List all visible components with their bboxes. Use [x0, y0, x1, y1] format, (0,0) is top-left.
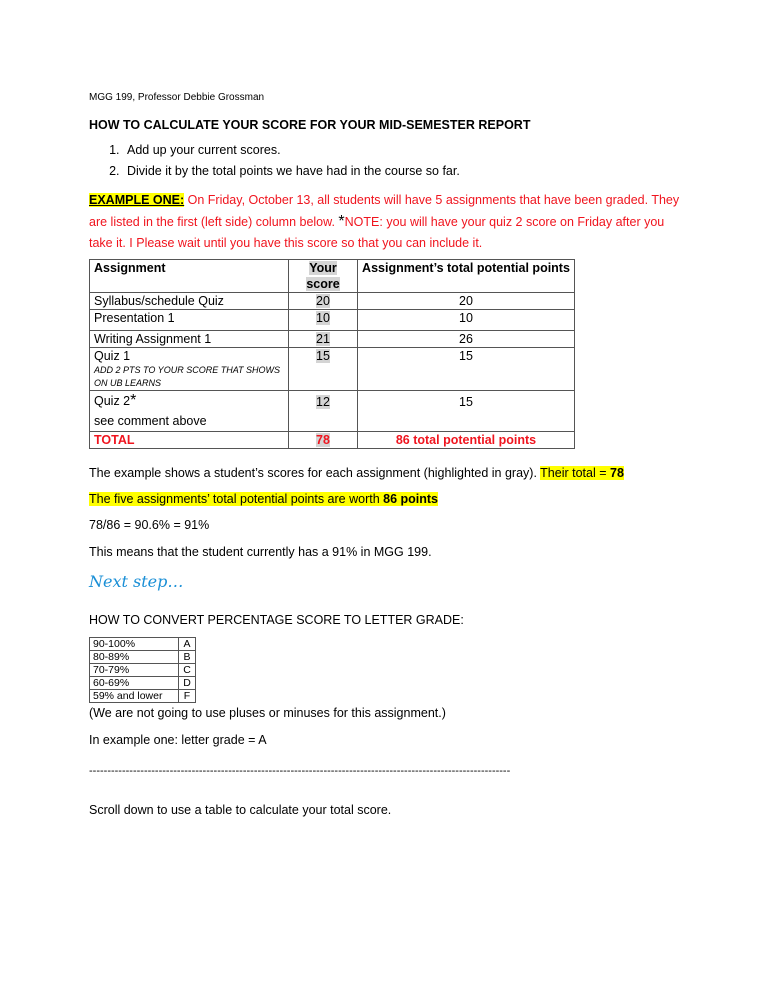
meaning: This means that the student currently has a 91% in MGG 199. [89, 545, 432, 559]
header-score-text: Your score [306, 261, 340, 291]
assignment-name: Quiz 1 [94, 349, 131, 363]
grade-range: 70-79% [90, 664, 179, 677]
assignment-note: see comment above [94, 414, 207, 428]
asterisk: * [338, 213, 345, 230]
example-grade: In example one: letter grade = A [89, 733, 267, 747]
explain-line-2 [89, 492, 438, 506]
grade-letter: C [179, 664, 196, 677]
grade-range: 59% and lower [90, 690, 179, 703]
assignment-name: Presentation 1 [90, 310, 289, 331]
score-cell [289, 391, 358, 432]
grade-range: 90-100% [90, 638, 179, 651]
grade-table [89, 637, 196, 703]
calculation: 78/86 = 90.6% = 91% [89, 518, 210, 532]
step-item: 1. Add up your current scores. [123, 140, 460, 161]
asterisk: * [130, 392, 137, 409]
header-total: Assignment’s total potential points [358, 260, 575, 293]
grade-letter: F [179, 690, 196, 703]
total-cell: 15 [358, 348, 575, 391]
grade-note: (We are not going to use pluses or minuses for this assignment.) [89, 706, 446, 720]
score-cell [289, 310, 358, 331]
assignment-cell [90, 348, 289, 391]
potential-highlight [89, 492, 438, 506]
assignment-note: ADD 2 PTS TO YOUR SCORE THAT SHOWS ON UB LEARNS [94, 365, 281, 388]
step-item: 2. Divide it by the total points we have had in the course so far. [123, 161, 460, 182]
score-table [89, 259, 575, 449]
score-value: 12 [316, 395, 330, 409]
table-row [90, 391, 575, 432]
example-text: On Friday, October 13, all students will have 5 assignments that have been graded. They are listed in the first (left side) column below. [89, 193, 680, 229]
score-value: 20 [316, 294, 330, 308]
score-cell [289, 348, 358, 391]
potential-text: The five assignments’ total potential points are worth [89, 492, 384, 506]
total-cell: 15 [358, 391, 575, 432]
total-value: 78 [610, 466, 624, 480]
score-cell [289, 293, 358, 310]
grade-range: 80-89% [90, 651, 179, 664]
assignment-name: Writing Assignment 1 [90, 331, 289, 348]
total-score-cell [289, 432, 358, 449]
explain-text: The example shows a student’s scores for each assignment (highlighted in gray). [89, 466, 541, 480]
course-header: MGG 199, Professor Debbie Grossman [89, 92, 265, 103]
scroll-note: Scroll down to use a table to calculate your total score. [89, 803, 392, 817]
convert-heading: HOW TO CONVERT PERCENTAGE SCORE TO LETTER GRADE: [89, 613, 464, 627]
total-highlight [540, 466, 624, 480]
total-row [90, 432, 575, 449]
score-value: 21 [316, 332, 330, 346]
total-label: TOTAL [90, 432, 289, 449]
grade-row [90, 664, 196, 677]
header-assignment: Assignment [90, 260, 289, 293]
grade-row [90, 638, 196, 651]
grade-letter: A [179, 638, 196, 651]
assignment-name: Quiz 2 [94, 394, 131, 408]
assignment-cell [90, 391, 289, 432]
grade-row [90, 690, 196, 703]
example-label: EXAMPLE ONE: [89, 193, 185, 207]
table-row [90, 310, 575, 331]
table-header-row [90, 260, 575, 293]
table-row [90, 331, 575, 348]
grade-row [90, 677, 196, 690]
example-paragraph [89, 190, 689, 254]
score-cell [289, 331, 358, 348]
total-score: 78 [316, 433, 330, 447]
table-row [90, 348, 575, 391]
grade-letter: D [179, 677, 196, 690]
total-cell: 26 [358, 331, 575, 348]
header-score [289, 260, 358, 293]
total-label: Their total = [540, 466, 610, 480]
assignment-name: Syllabus/schedule Quiz [90, 293, 289, 310]
next-step-heading: Next step… [89, 572, 184, 591]
explain-line-1 [89, 466, 624, 480]
page-heading: HOW TO CALCULATE YOUR SCORE FOR YOUR MID-SEMESTER REPORT [89, 118, 531, 132]
grade-letter: B [179, 651, 196, 664]
potential-value: 86 points [383, 492, 439, 506]
score-value: 10 [316, 311, 330, 325]
score-value: 15 [316, 349, 330, 363]
table-row [90, 293, 575, 310]
total-cell: 20 [358, 293, 575, 310]
steps-list [105, 140, 460, 182]
example-note: NOTE: you will have your quiz 2 score on Friday after you take it. I Please wait until you have this score so that you can include it. [89, 215, 665, 250]
total-cell: 10 [358, 310, 575, 331]
total-potential: 86 total potential points [358, 432, 575, 449]
divider: ------------------------------------------------------------------------------------------------------------------- [89, 765, 511, 777]
grade-row [90, 651, 196, 664]
grade-range: 60-69% [90, 677, 179, 690]
